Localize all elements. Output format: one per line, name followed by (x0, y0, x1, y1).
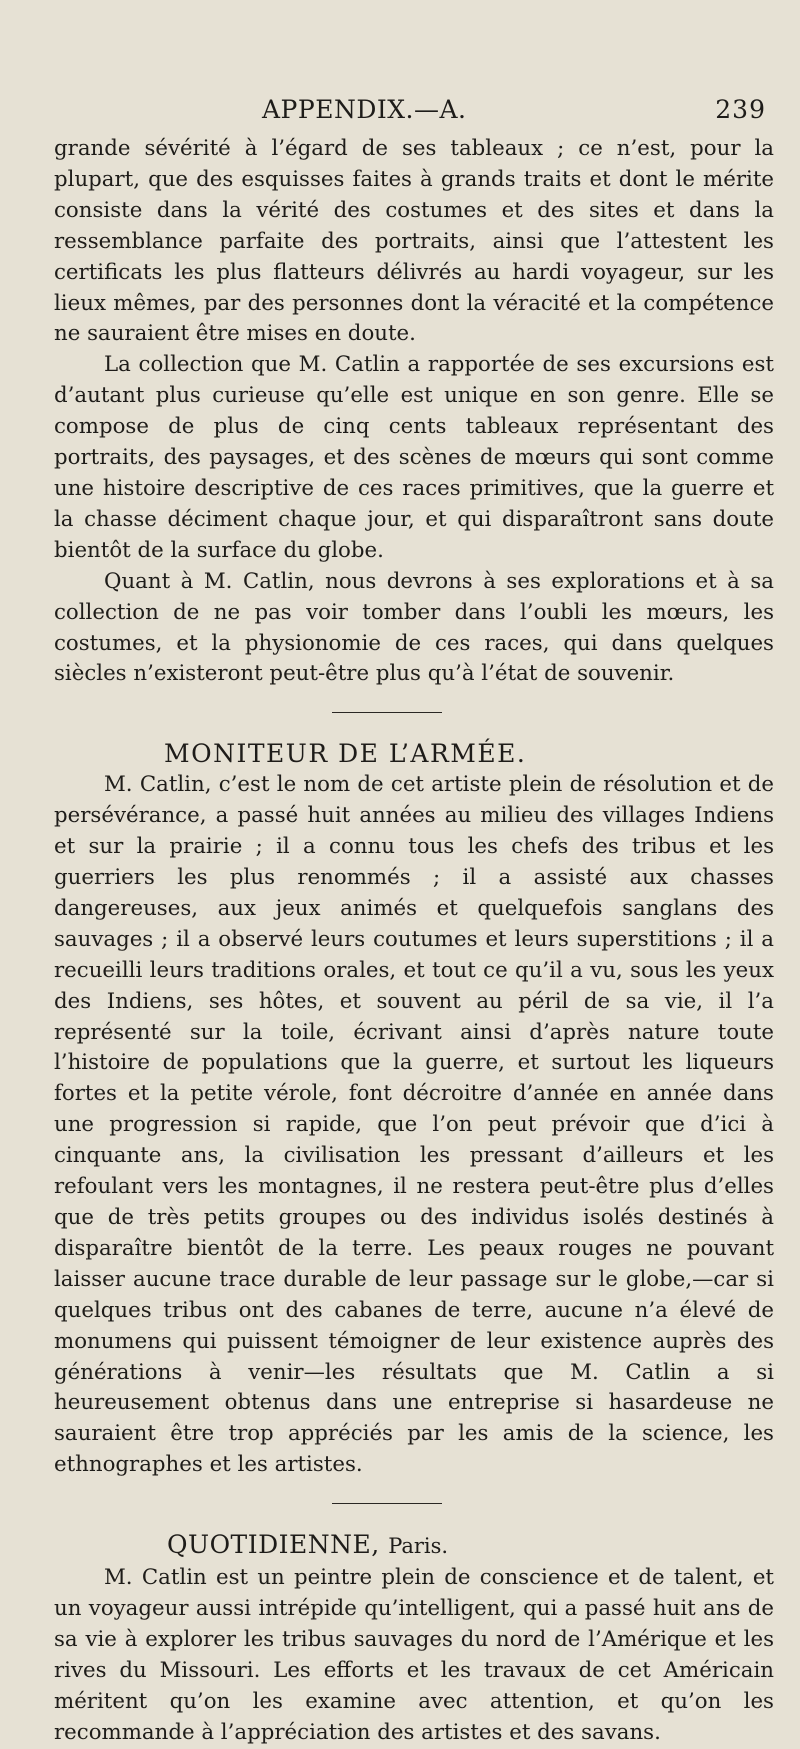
section-heading-moniteur: MONITEUR DE L’ARMÉE. (164, 739, 527, 769)
body-text (54, 134, 774, 1749)
running-head (54, 0, 774, 134)
section-divider (332, 712, 442, 713)
paragraph-continued: grande sévérité à l’égard de ses tableaux ; ce n’est, pour la plupart, que des esquisses faites à grands traits et dont le mérite consiste dans la vérité des costumes et des sites et dans la ressemblance parfaite des portraits, ainsi que l’attestent les certificats les plus flatteurs délivrés au hardi voyageur, sur les lieux mêmes, par des personnes dont la véracité et la compétence ne sauraient être mises en doute. (54, 136, 774, 347)
quotidienne-place: Paris. (388, 1534, 449, 1559)
running-head-title: APPENDIX.—A. (262, 95, 467, 124)
paragraph-collection: La collection que M. Catlin a rapportée de ses excursions est d’autant plus curieuse qu’elle est unique en son genre. Elle se compose de plus de cinq cents tableaux représentant des portraits, des paysages, et des scènes de mœurs qui sont comme une histoire descriptive de ces races primitives, que la guerre et la chasse déciment chaque jour, et qui disparaîtront sans doute bientôt de la surface du globe. (54, 352, 774, 563)
paragraph-quotidienne: M. Catlin est un peintre plein de conscience et de talent, et un voyageur aussi intrépide qu’intelligent, qui a passé huit ans de sa vie à explorer les tribus sauvages du nord de l’Amérique et les rives du Missouri. Les efforts et les travaux de cet Américain méritent qu’on les examine avec attention, et qu’on les recommande à l’appréciation des artistes et des savans. (54, 1565, 774, 1745)
quotidienne-title: QUOTIDIENNE, (167, 1530, 380, 1560)
section-divider (332, 1503, 442, 1504)
paragraph-explorations: Quant à M. Catlin, nous devrons à ses explorations et à sa collection de ne pas voir tomber dans l’oubli les mœurs, les costumes, et la physionomie de ces races, qui dans quelques siècles n’existeront peut-être plus qu’à l’état de souvenir. (54, 568, 774, 687)
section-heading-quotidienne (167, 1530, 774, 1559)
paragraph-moniteur: M. Catlin, c’est le nom de cet artiste plein de résolution et de persévérance, a passé huit années au milieu des villages Indiens et sur la prairie ; il a connu tous les chefs des tribus et les guerriers les plus renommés ; il a assisté aux chasses dangereuses, aux jeux animés et quelquefois sanglans des sauvages ; il a observé leurs coutumes et leurs superstitions ; il a recueilli leurs traditions orales, et tout ce qu’il a vu, sous les yeux des Indiens, ses hôtes, et souvent au péril de sa vie, il l’a représenté sur la toile, écrivant ainsi d’après nature toute l’histoire de populations que la guerre, et surtout les liqueurs fortes et la petite vérole, font décroitre d’année en année dans une progression si rapide, que l’on peut prévoir que d’ici à cinquante ans, la civilisation les pressant d’ailleurs et les refoulant vers les montagnes, il ne restera peut-être plus d’elles que de très petits groupes ou des individus isolés destinés à disparaître bientôt de la terre. Les peaux rouges ne pouvant laisser aucune trace durable de leur passage sur le globe,—car si quelques tribus ont des cabanes de terre, aucune n’a élevé de monumens qui puissent témoigner de leur existence auprès des générations à venir—les résultats que M. Catlin a si heureusement obtenus dans une entreprise si hasardeuse ne sauraient être trop appréciés par les amis de la science, les ethnographes et les artistes. (54, 772, 774, 1478)
page-number: 239 (715, 95, 766, 124)
